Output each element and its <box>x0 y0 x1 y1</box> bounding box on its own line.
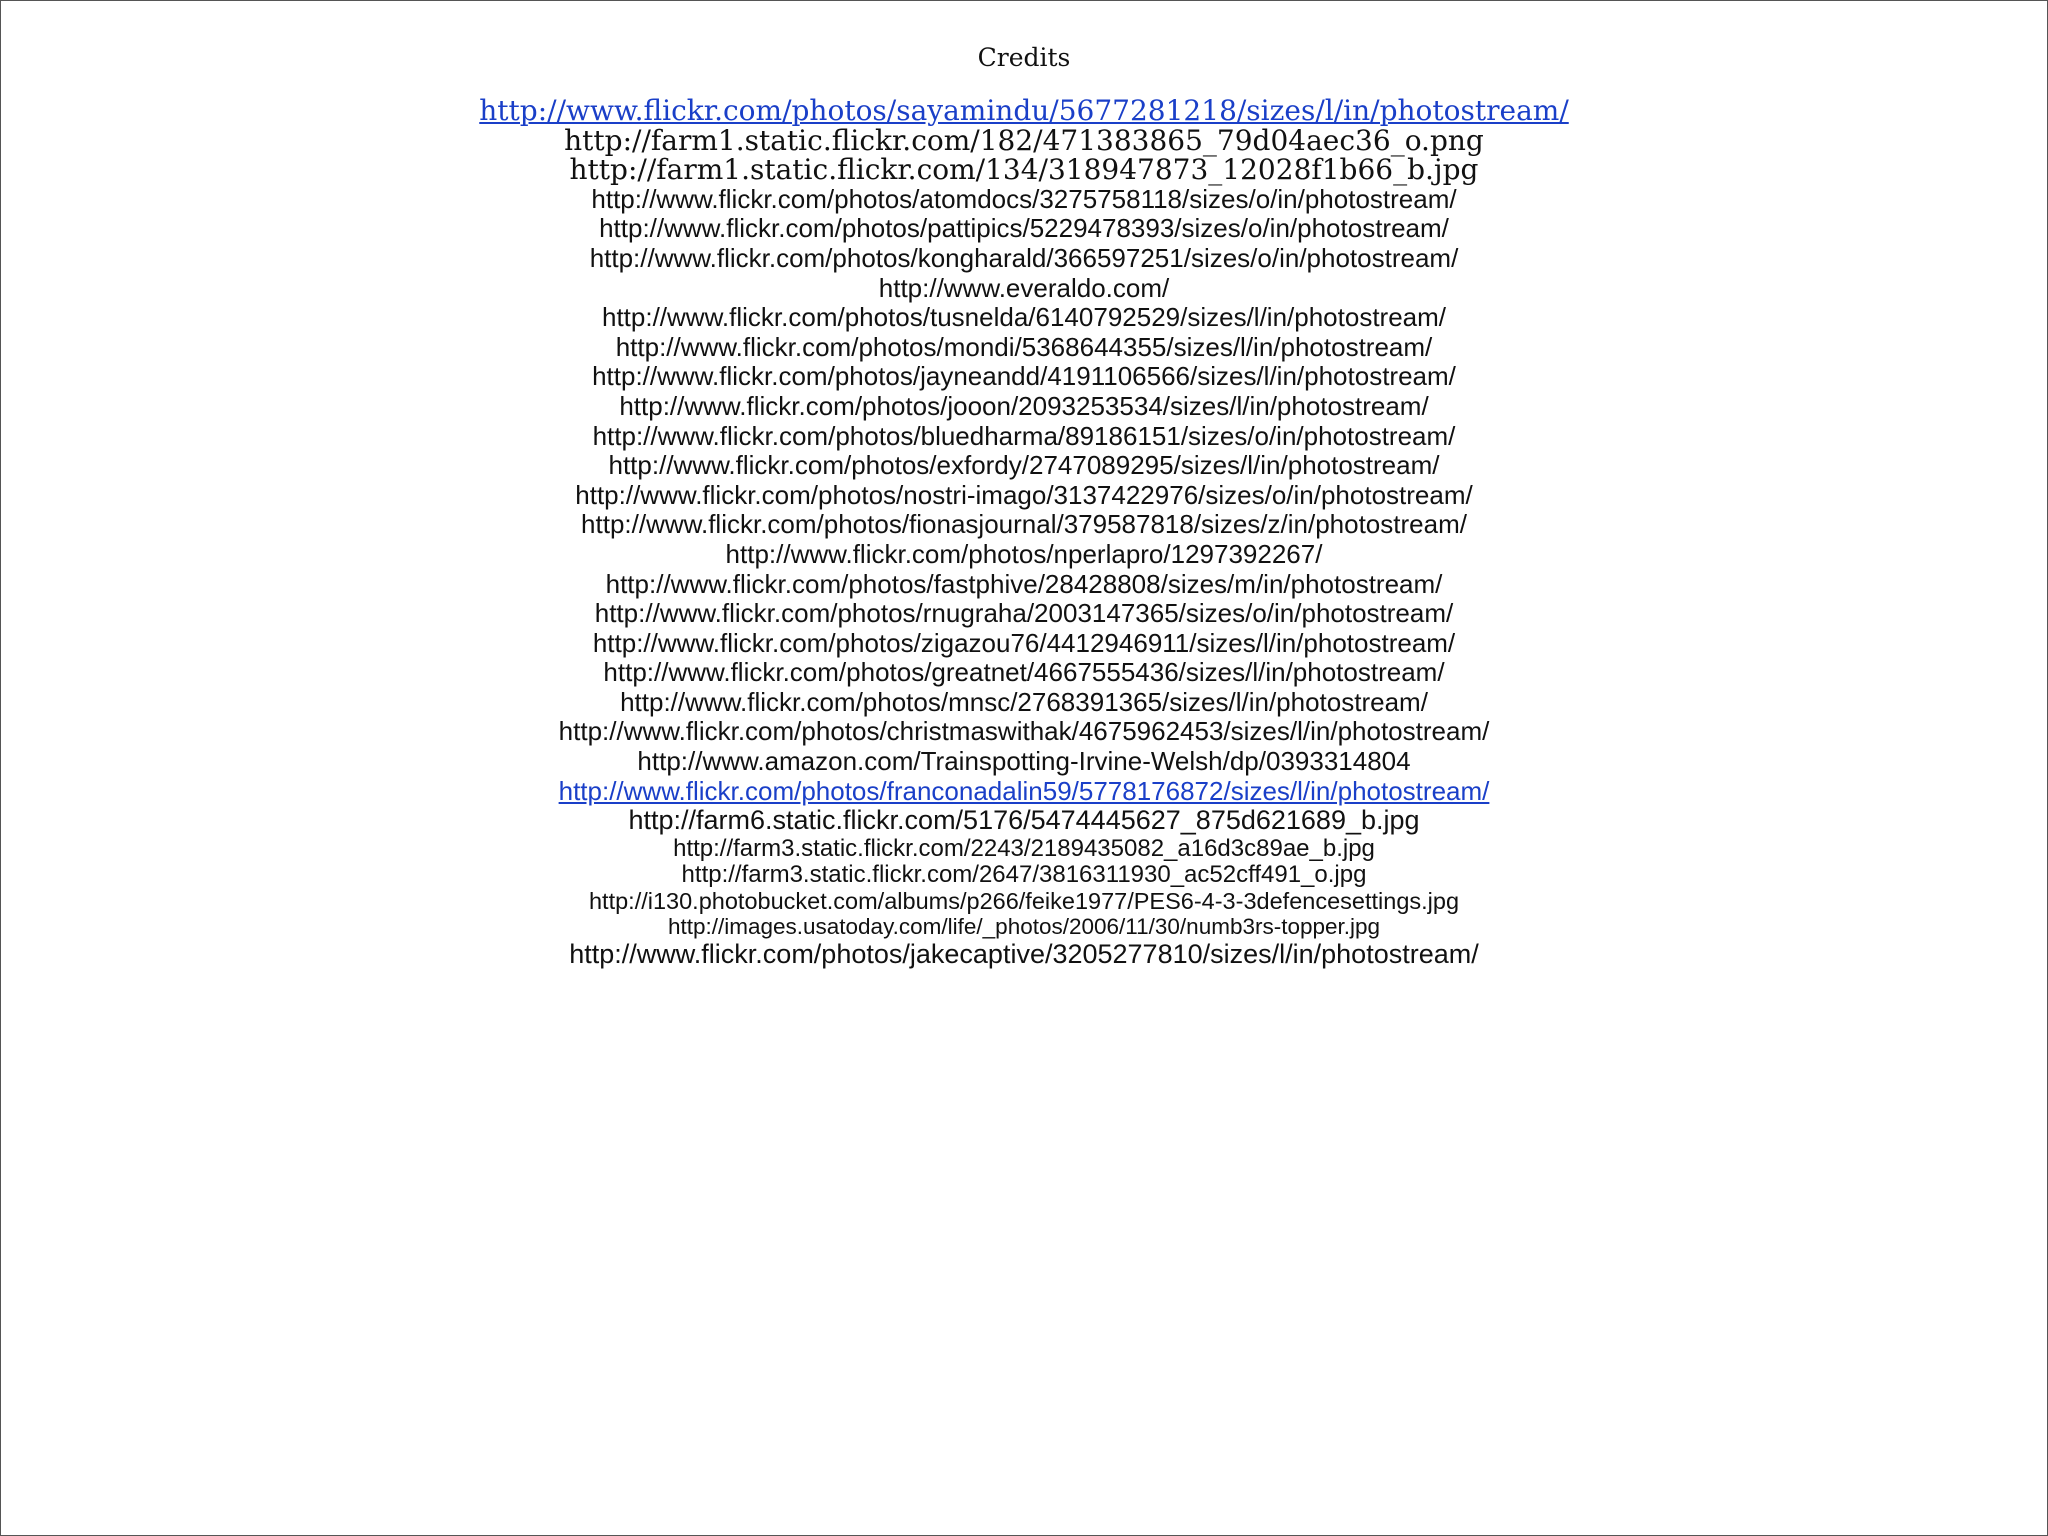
credit-link[interactable]: http://www.flickr.com/photos/franconadalin59/5778176872/sizes/l/in/photostream/ <box>558 775 1490 806</box>
credit-line: http://www.flickr.com/photos/rnugraha/2003147365/sizes/o/in/photostream/ <box>594 598 1454 629</box>
credit-line: http://www.flickr.com/photos/jakecaptive/3205277810/sizes/l/in/photostream/ <box>569 938 1479 969</box>
credit-line: http://www.flickr.com/photos/christmaswithak/4675962453/sizes/l/in/photostream/ <box>558 716 1490 747</box>
credit-line: http://www.everaldo.com/ <box>878 272 1170 303</box>
credit-line: http://www.flickr.com/photos/greatnet/4667555436/sizes/l/in/photostream/ <box>603 657 1445 688</box>
credit-line: http://www.flickr.com/photos/jayneandd/4191106566/sizes/l/in/photostream/ <box>592 361 1456 392</box>
credit-line: http://www.flickr.com/photos/tusnelda/6140792529/sizes/l/in/photostream/ <box>601 302 1447 333</box>
credit-line: http://www.flickr.com/photos/jooon/2093253534/sizes/l/in/photostream/ <box>619 390 1429 421</box>
credit-line: http://www.flickr.com/photos/zigazou76/4412946911/sizes/l/in/photostream/ <box>592 627 1456 658</box>
credit-line: http://farm3.static.flickr.com/2647/3816311930_ac52cff491_o.jpg <box>681 860 1367 888</box>
credit-line: http://www.flickr.com/photos/pattipics/5229478393/sizes/o/in/photostream/ <box>599 213 1449 244</box>
credit-line: http://farm1.static.flickr.com/182/471383865_79d04aec36_o.png <box>564 123 1484 157</box>
credit-line: http://www.flickr.com/photos/kongharald/366597251/sizes/o/in/photostream/ <box>589 242 1459 273</box>
credit-line: http://www.flickr.com/photos/fionasjournal/379587818/sizes/z/in/photostream/ <box>581 509 1467 540</box>
credit-line: http://farm6.static.flickr.com/5176/5474445627_875d621689_b.jpg <box>628 805 1420 836</box>
credit-line: http://www.flickr.com/photos/atomdocs/3275758118/sizes/o/in/photostream/ <box>591 183 1457 214</box>
credit-line: http://www.flickr.com/photos/nostri-imago/3137422976/sizes/o/in/photostream/ <box>575 479 1473 510</box>
credit-line: http://i130.photobucket.com/albums/p266/feike1977/PES6-4-3-3defencesettings.jpg <box>588 887 1460 914</box>
credits-list <box>1 96 2047 969</box>
credit-line: http://images.usatoday.com/life/_photos/2006/11/30/numb3rs-topper.jpg <box>667 913 1381 939</box>
credit-line: http://www.flickr.com/photos/mondi/5368644355/sizes/l/in/photostream/ <box>615 331 1433 362</box>
credit-line: http://www.flickr.com/photos/fastphive/28428808/sizes/m/in/photostream/ <box>605 568 1443 599</box>
credit-line: http://www.flickr.com/photos/bluedharma/89186151/sizes/o/in/photostream/ <box>592 420 1456 451</box>
credit-line: http://www.amazon.com/Trainspotting-Irvine-Welsh/dp/0393314804 <box>637 746 1411 777</box>
credit-line: http://www.flickr.com/photos/nperlapro/1297392267/ <box>725 538 1323 569</box>
credit-line: http://farm1.static.flickr.com/134/318947873_12028f1b66_b.jpg <box>569 153 1479 187</box>
slide-title: Credits <box>977 43 1071 72</box>
credit-line: http://www.flickr.com/photos/mnsc/2768391365/sizes/l/in/photostream/ <box>620 686 1428 717</box>
credit-link[interactable]: http://www.flickr.com/photos/sayamindu/5677281218/sizes/l/in/photostream/ <box>479 94 1569 127</box>
credit-line: http://farm3.static.flickr.com/2243/2189435082_a16d3c89ae_b.jpg <box>673 834 1375 862</box>
credit-line: http://www.flickr.com/photos/exfordy/2747089295/sizes/l/in/photostream/ <box>608 450 1440 481</box>
